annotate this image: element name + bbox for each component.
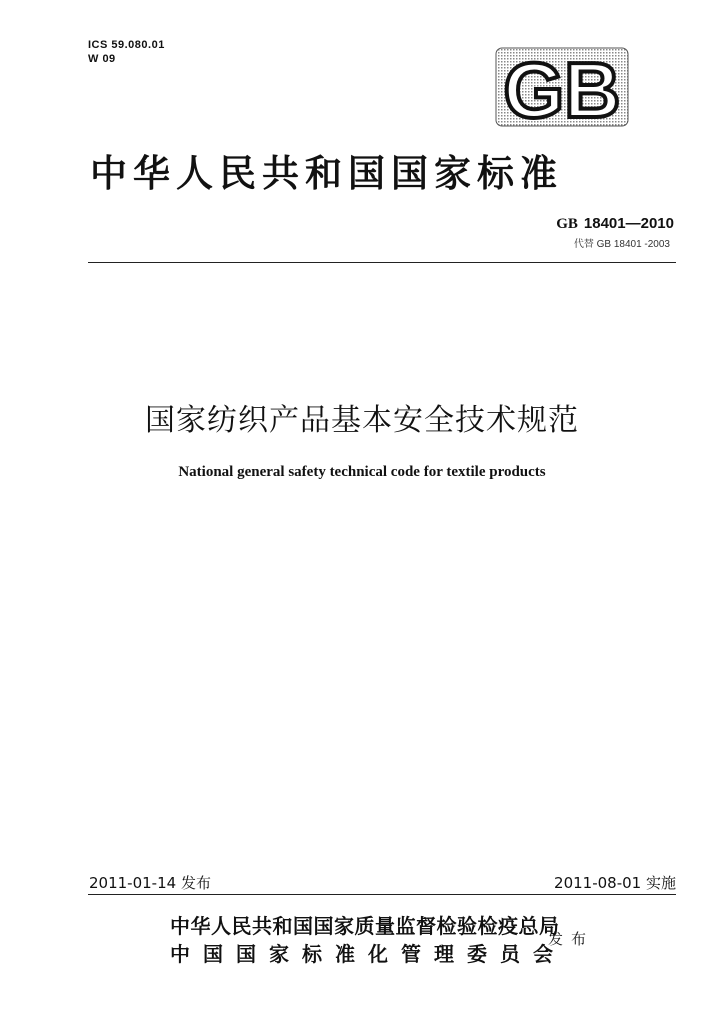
document-title-cn: 国家纺织产品基本安全技术规范 [145, 403, 579, 438]
document-title-en: National general safety technical code for textile products [178, 464, 546, 480]
implementation-date: 2011-08-01 实施 [554, 874, 676, 892]
issuer-aqsiq: 中华人民共和国国家质量监督检验检疫总局 [170, 914, 560, 938]
standard-code: 18401—2010 [583, 215, 674, 232]
standard-prefix: GB [556, 216, 578, 232]
top-divider [88, 262, 676, 263]
gb-logo-letters: GB [503, 46, 621, 128]
gb-logo [486, 46, 636, 128]
gb-logo-graphic [486, 46, 636, 128]
national-standard-title: 中华人民共和国国家标准 [90, 151, 563, 195]
replaces-note: 代替 GB 18401 -2003 [573, 239, 670, 250]
standard-number [556, 215, 674, 233]
ccs-code: W 09 [88, 53, 116, 65]
issue-date: 2011-01-14 发布 [89, 874, 211, 892]
bottom-divider [88, 894, 676, 895]
issuer-sac: 中国国家标准化管理委员会 [170, 942, 566, 966]
classification-codes [88, 38, 165, 66]
ics-code: ICS 59.080.01 [88, 39, 165, 51]
publish-label: 发布 [548, 930, 595, 948]
